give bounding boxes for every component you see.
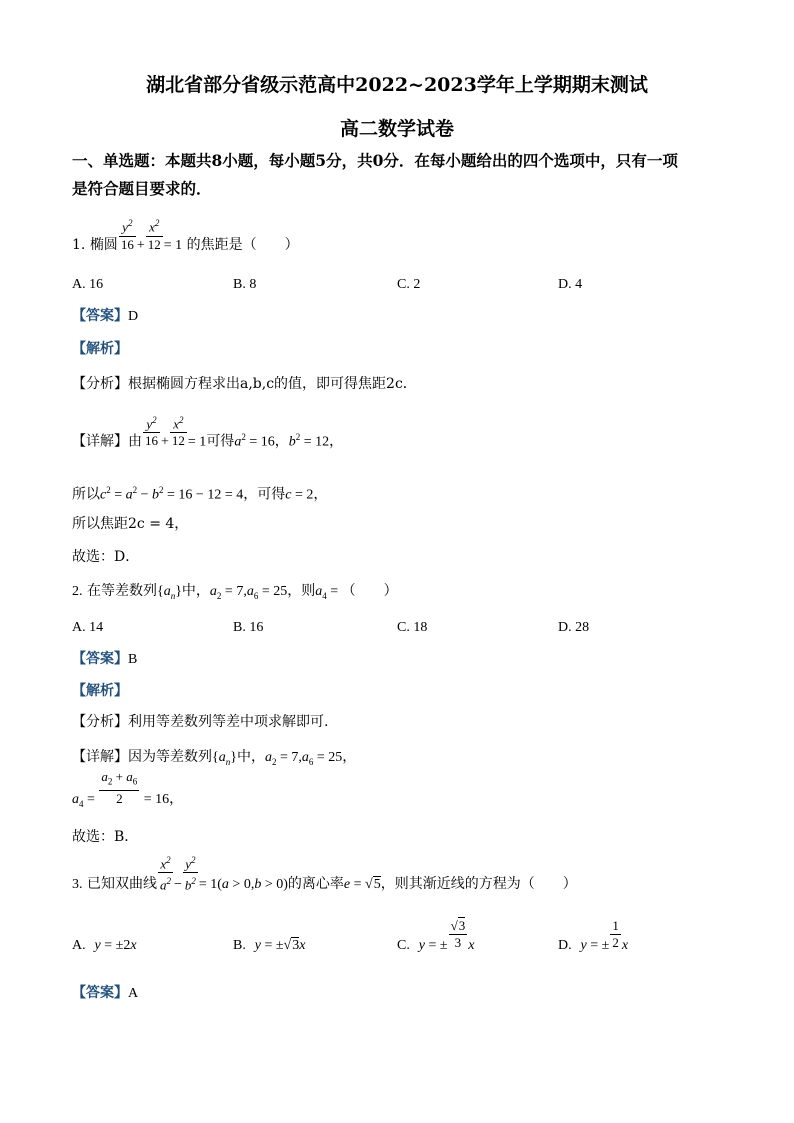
- q1-xiangjie-text-a: 由: [128, 433, 142, 450]
- q3-option-c-label: C.: [397, 938, 410, 953]
- q3-option-d: D. y = ± $\frac{1}{2}$ x: [558, 917, 629, 953]
- section-heading-line2: 是符合题目要求的．: [72, 179, 212, 198]
- answer-tag: 【答案】: [72, 651, 128, 667]
- q1-frac-x2-12: $\frac{x^2}{12}$: [146, 215, 163, 252]
- q2-stem-text-b: 中，: [181, 583, 210, 599]
- q3-option-d-frac: $\frac{1}{2}$: [612, 917, 619, 950]
- q3-frac-y2-b2: $\frac{y^2}{b^2}$: [183, 852, 198, 894]
- q3-answer-value: A: [128, 986, 139, 1001]
- fenxi-tag: 【分析】: [72, 376, 128, 392]
- q1-line1b-text: ，可得: [243, 486, 286, 503]
- q3-stem: 3. 已知双曲线 $\frac{x^2}{a^2}$ − $\frac{y^2}{b^2}$ = 1(a > 0,b > 0)的离心率e = √5，则其渐近线的方程为（ ）: [72, 874, 577, 894]
- q1-xj-frac-x2-12: $\frac{x^2}{12}$: [170, 412, 187, 449]
- q1-fenxi-text: 根据椭圆方程求出a,b,c的值，即可得焦距2c．: [128, 376, 417, 392]
- q2-xiangjie: 【详解】因为等差数列$\{a_n\}$中，$a_2 = 7,a_6 = 25$，: [72, 749, 357, 767]
- q2-frac: $\frac{a_2 + a_6}{2}$: [101, 769, 138, 806]
- q2-formula: $a_4$ = $\frac{a_2 + a_6}{2}$ = 16，: [72, 769, 184, 809]
- xiangjie-tag: 【详解】: [72, 433, 128, 450]
- q1-xiangjie-text-b: 可得: [206, 433, 235, 450]
- q1-line1-text: 所以: [72, 486, 100, 503]
- q3-option-c-frac: $\frac{√3}{3}$: [450, 917, 466, 950]
- q3-frac-x2-a2: $\frac{x^2}{a^2}$: [158, 852, 173, 894]
- q3-option-a-label: A.: [72, 938, 86, 953]
- q2-fenxi-text: 利用等差数列等差中项求解即可.: [128, 714, 329, 730]
- q2-option-c: C. 18: [397, 620, 428, 635]
- q1-conclusion: 故选：D．: [72, 549, 140, 565]
- q3-option-c: C. y = ± $\frac{√3}{3}$ x: [397, 917, 475, 953]
- fenxi-tag: 【分析】: [72, 714, 128, 730]
- jiexi-tag: 【解析】: [72, 683, 128, 699]
- q1-stem-text-b: 的焦距是（ ）: [186, 237, 299, 253]
- q1-frac-y2-16: $\frac{y^2}{16}$: [119, 215, 136, 252]
- q3-stem-text-c: ，则其渐近线的方程为（ ）: [380, 875, 577, 892]
- q1-answer-value: D: [128, 309, 139, 324]
- q1-answer: [72, 307, 138, 326]
- q1-option-a: A. 16: [72, 277, 104, 292]
- q2-stem: 2. 在等差数列$\{a_n\}$中，$a_2 = 7,a_6 = 25$，则$a_4$ = （ ）: [72, 583, 398, 601]
- q2-conclusion: 故选：B．: [72, 829, 139, 845]
- q1-stem-text-a: 椭圆: [89, 237, 118, 253]
- q1-jiexi: [72, 340, 128, 358]
- q2-option-a: A. 14: [72, 620, 104, 635]
- q3-answer: [72, 984, 138, 1003]
- q1-stem: 1. 椭圆 $\frac{y^2}{16}$ + $\frac{x^2}{12}$ = 1 的焦距是（ ）: [72, 236, 299, 255]
- jiexi-tag: 【解析】: [72, 341, 128, 357]
- q3-number: 3.: [72, 876, 83, 892]
- q3-option-b: B. y = ±√3x: [233, 938, 306, 953]
- q3-stem-text-b: 的离心率: [287, 875, 344, 892]
- q2-option-b: B. 16: [233, 620, 264, 635]
- q2-fenxi: [72, 713, 328, 731]
- q3-option-d-label: D.: [558, 938, 572, 953]
- exam-subtitle: 高二数学试卷: [339, 118, 454, 140]
- q2-stem-text-c: ，则: [287, 583, 316, 599]
- q2-xiangjie-text-b: 中，: [236, 749, 265, 765]
- q2-answer: [72, 650, 137, 669]
- xiangjie-tag: 【详解】: [72, 749, 128, 765]
- q3-option-b-label: B.: [233, 938, 246, 953]
- q2-answer-value: B: [128, 652, 138, 667]
- q1-option-c: C. 2: [397, 277, 421, 292]
- answer-tag: 【答案】: [72, 985, 128, 1001]
- section-heading-line1: 一、单选题：本题共8小题，每小题5分，共0分．在每小题给出的四个选项中，只有一项: [72, 151, 678, 170]
- q2-xiangjie-text-a: 因为等差数列: [128, 749, 212, 765]
- q2-number: 2.: [72, 584, 83, 599]
- q1-line2: 所以焦距2c = 4，: [72, 516, 189, 532]
- answer-tag: 【答案】: [72, 308, 128, 324]
- q1-line1: 所以$c^2 = a^2 - b^2 = 16 - 12 = 4$，可得c = 2，: [72, 485, 328, 503]
- q1-option-b: B. 8: [233, 277, 257, 292]
- q3-stem-text-a: 已知双曲线: [86, 875, 157, 892]
- q1-xiangjie: 【详解】由 $\frac{y^2}{16}$ + $\frac{x^2}{12}$ = 1可得$a^2 = 16$，$b^2 = 12$，: [72, 428, 343, 452]
- q3-option-a: A. y = ±2x: [72, 938, 137, 953]
- q2-option-d: D. 28: [558, 620, 590, 635]
- q2-stem-text-d: （ ）: [341, 583, 398, 599]
- q1-fenxi: [72, 375, 417, 393]
- q2-jiexi: [72, 682, 128, 700]
- q2-stem-text-a: 在等差数列: [86, 583, 157, 599]
- q1-option-d: D. 4: [558, 277, 583, 292]
- q1-xj-frac-y2-16: $\frac{y^2}{16}$: [143, 412, 160, 449]
- exam-title: 湖北省部分省级示范高中2022~2023学年上学期期末测试: [146, 74, 648, 96]
- q1-number: 1.: [72, 237, 86, 253]
